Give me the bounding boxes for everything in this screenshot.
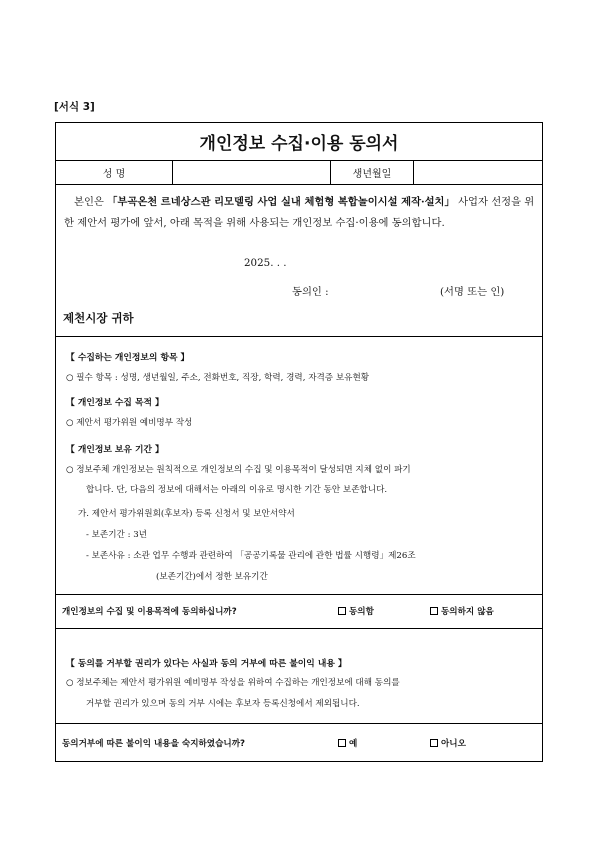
acknowledge-question-row (56, 723, 542, 757)
retention-text-1: ○ 정보주체 개인정보는 원칙적으로 개인정보의 수집 및 이용목적이 달성되면 지체 없이 파기 (66, 465, 411, 475)
purpose-text: ○ 제안서 평가위원 예비명부 작성 (66, 418, 193, 428)
retention-text-2: 합니다. 단, 다음의 정보에 대해서는 아래의 이유로 명시한 기간 동안 보존합니다. (86, 485, 388, 495)
consent-statement (56, 184, 542, 337)
applicant-info-row (56, 160, 542, 185)
yes-option[interactable] (338, 737, 357, 749)
privacy-details (56, 336, 542, 595)
consent-question: 개인정보의 수집 및 이용목적에 동의하십니까? (62, 607, 237, 617)
agree-option[interactable] (338, 605, 374, 617)
name-field[interactable] (173, 160, 330, 184)
birth-date-field[interactable] (414, 160, 542, 184)
consent-date: 2025. . . (244, 257, 287, 269)
consent-form (55, 122, 543, 762)
disagree-label: 동의하지 않음 (441, 607, 494, 617)
form-title: 개인정보 수집·이용 동의서 (56, 123, 542, 161)
refusal-heading: 【 동의를 거부할 권리가 있다는 사실과 동의 거부에 따른 불이익 내용 】 (66, 659, 347, 669)
collected-items-text: ○ 필수 항목 : 성명, 생년월일, 주소, 전화번호, 직장, 학력, 경력, 자격증 보유현황 (66, 373, 370, 383)
purpose-heading: 【 개인정보 수집 목적 】 (66, 398, 164, 408)
refusal-notice (56, 628, 542, 724)
retention-period: - 보존기간 : 3년 (86, 530, 147, 540)
retention-heading: 【 개인정보 보유 기간 】 (66, 445, 164, 455)
addressee: 제천시장 귀하 (63, 311, 134, 325)
collected-items-heading: 【 수집하는 개인정보의 항목 】 (66, 353, 190, 363)
refusal-text-1: ○ 정보주체는 제안서 평가위원 예비명부 작성을 위하여 수집하는 개인정보에 대해 동의를 (66, 678, 400, 688)
no-label: 아니오 (441, 739, 466, 749)
signature-hint: (서명 또는 인) (440, 286, 505, 298)
project-name: 「부곡온천 르네상스관 리모델링 사업 실내 체험형 복합놀이시설 제작·설치」 (107, 196, 455, 208)
retention-subitem: 가. 제안서 평가위원회(후보자) 등록 신청서 및 보안서약서 (78, 509, 295, 519)
birth-date-label: 생년월일 (352, 168, 392, 180)
consent-question-row (56, 594, 542, 629)
form-number-label: [서식 3] (54, 101, 95, 113)
no-option[interactable] (430, 737, 466, 749)
disagree-checkbox[interactable] (430, 607, 438, 615)
acknowledge-question: 동의거부에 따른 불이익 내용을 숙지하였습니까? (62, 739, 245, 749)
agree-label: 동의함 (349, 607, 374, 617)
signer-label: 동의인 : (292, 286, 329, 298)
refusal-text-2: 거부할 권리가 있으며 동의 거부 시에는 후보자 등록신청에서 제외됩니다. (86, 699, 360, 709)
no-checkbox[interactable] (430, 739, 438, 747)
disagree-option[interactable] (430, 605, 494, 617)
retention-reason-2: (보존기간)에서 정한 보유기간 (156, 572, 268, 582)
consent-intro: 본인은 (74, 196, 108, 208)
retention-reason-1: - 보존사유 : 소관 업무 수행과 관련하여 「공공기록물 관리에 관한 법률 시행령」제26조 (86, 551, 416, 561)
consent-purpose: 사업자 선정을 위한 제안서 평가에 앞서, 아래 목적을 위해 사용되는 개인정보 수집·이용에 동의합니다. (64, 196, 535, 229)
name-label: 성 명 (102, 168, 126, 180)
yes-label: 예 (349, 739, 358, 749)
yes-checkbox[interactable] (338, 739, 346, 747)
consent-paragraph (64, 192, 536, 234)
agree-checkbox[interactable] (338, 607, 346, 615)
